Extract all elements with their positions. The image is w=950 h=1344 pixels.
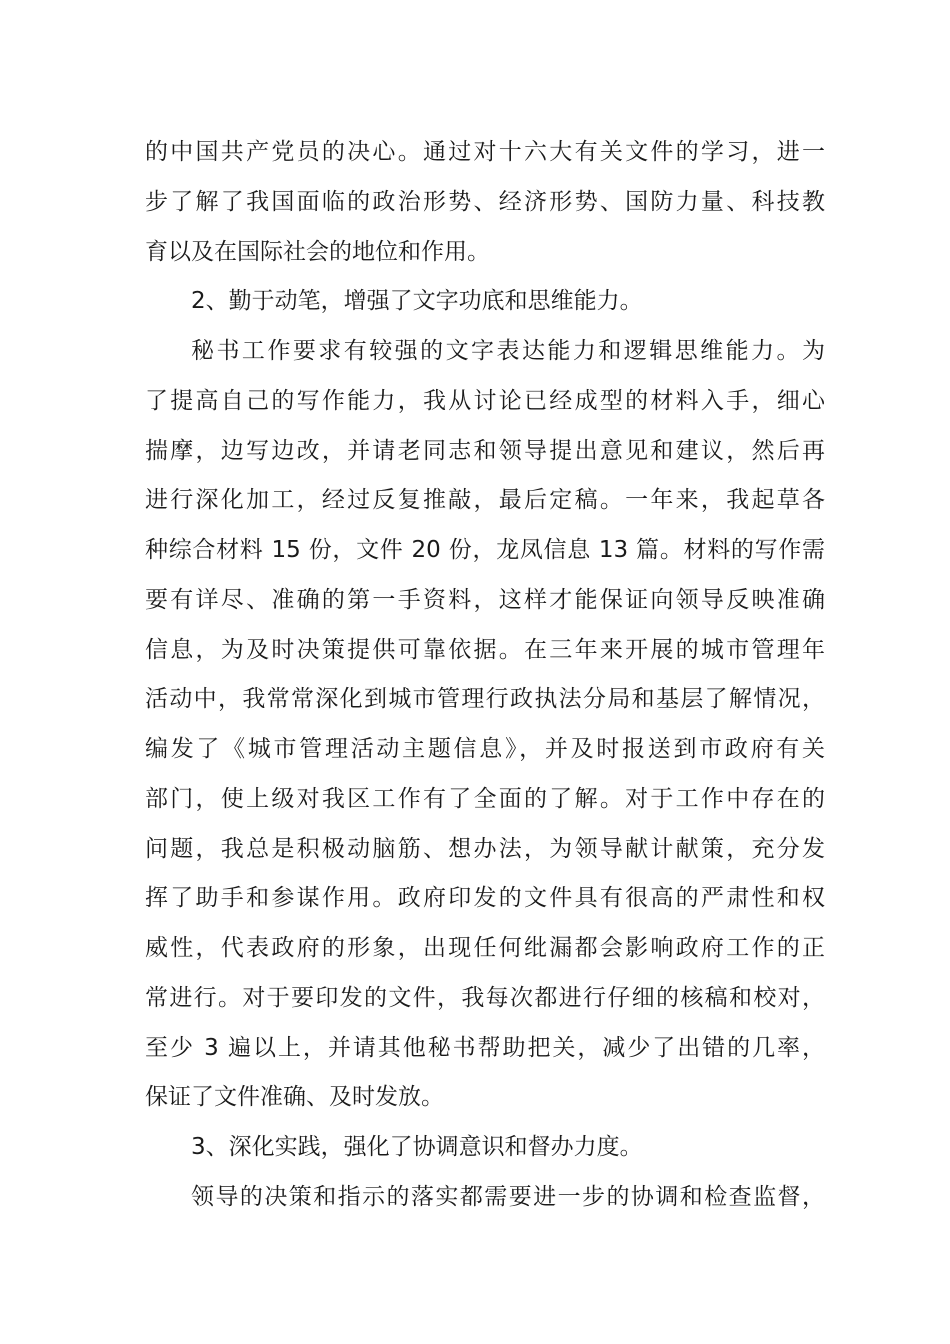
text-line: 种综合材料 15 份，文件 20 份，龙凤信息 13 篇。材料的写作需 [145, 537, 825, 563]
text-line: 问题，我总是积极动脑筋、想办法，为领导献计献策，充分发 [145, 835, 825, 862]
text-line: 进行深化加工，经过反复推敲，最后定稿。一年来，我起草各 [145, 487, 825, 514]
text-line: 揣摩，边写边改，并请老同志和领导提出意见和建议，然后再 [145, 437, 825, 464]
text-line: 2、勤于动笔，增强了文字功底和思维能力。 [191, 288, 643, 315]
text-line: 领导的决策和指示的落实都需要进一步的协调和检查监督， [191, 1183, 825, 1210]
text-line: 威性，代表政府的形象，出现任何纰漏都会影响政府工作的正 [145, 935, 825, 961]
text-line: 秘书工作要求有较强的文字表达能力和逻辑思维能力。为 [191, 338, 825, 364]
text-line: 常进行。对于要印发的文件，我每次都进行仔细的核稿和校对， [145, 984, 825, 1011]
text-line: 3、深化实践，强化了协调意识和督办力度。 [191, 1134, 643, 1160]
text-line: 挥了助手和参谋作用。政府印发的文件具有很高的严肃性和权 [145, 885, 825, 912]
text-line: 活动中，我常常深化到城市管理行政执法分局和基层了解情况， [145, 686, 825, 713]
text-line: 的中国共产党员的决心。通过对十六大有关文件的学习，进一 [145, 139, 825, 165]
text-line: 保证了文件准确、及时发放。 [145, 1084, 444, 1111]
text-line: 编发了《城市管理活动主题信息》，并及时报送到市政府有关 [145, 736, 825, 762]
text-line: 至少 3 遍以上，并请其他秘书帮助把关，减少了出错的几率， [145, 1034, 825, 1061]
text-line: 信息，为及时决策提供可靠依据。在三年来开展的城市管理年 [145, 636, 825, 663]
text-line: 部门，使上级对我区工作有了全面的了解。对于工作中存在的 [145, 785, 825, 812]
text-line: 育以及在国际社会的地位和作用。 [145, 238, 490, 265]
text-line: 了提高自己的写作能力，我从讨论已经成型的材料入手，细心 [145, 387, 825, 414]
text-line: 要有详尽、准确的第一手资料，这样才能保证向领导反映准确 [145, 586, 825, 613]
text-line: 步了解了我国面临的政治形势、经济形势、国防力量、科技教 [145, 188, 825, 215]
document-body [145, 128, 825, 1223]
